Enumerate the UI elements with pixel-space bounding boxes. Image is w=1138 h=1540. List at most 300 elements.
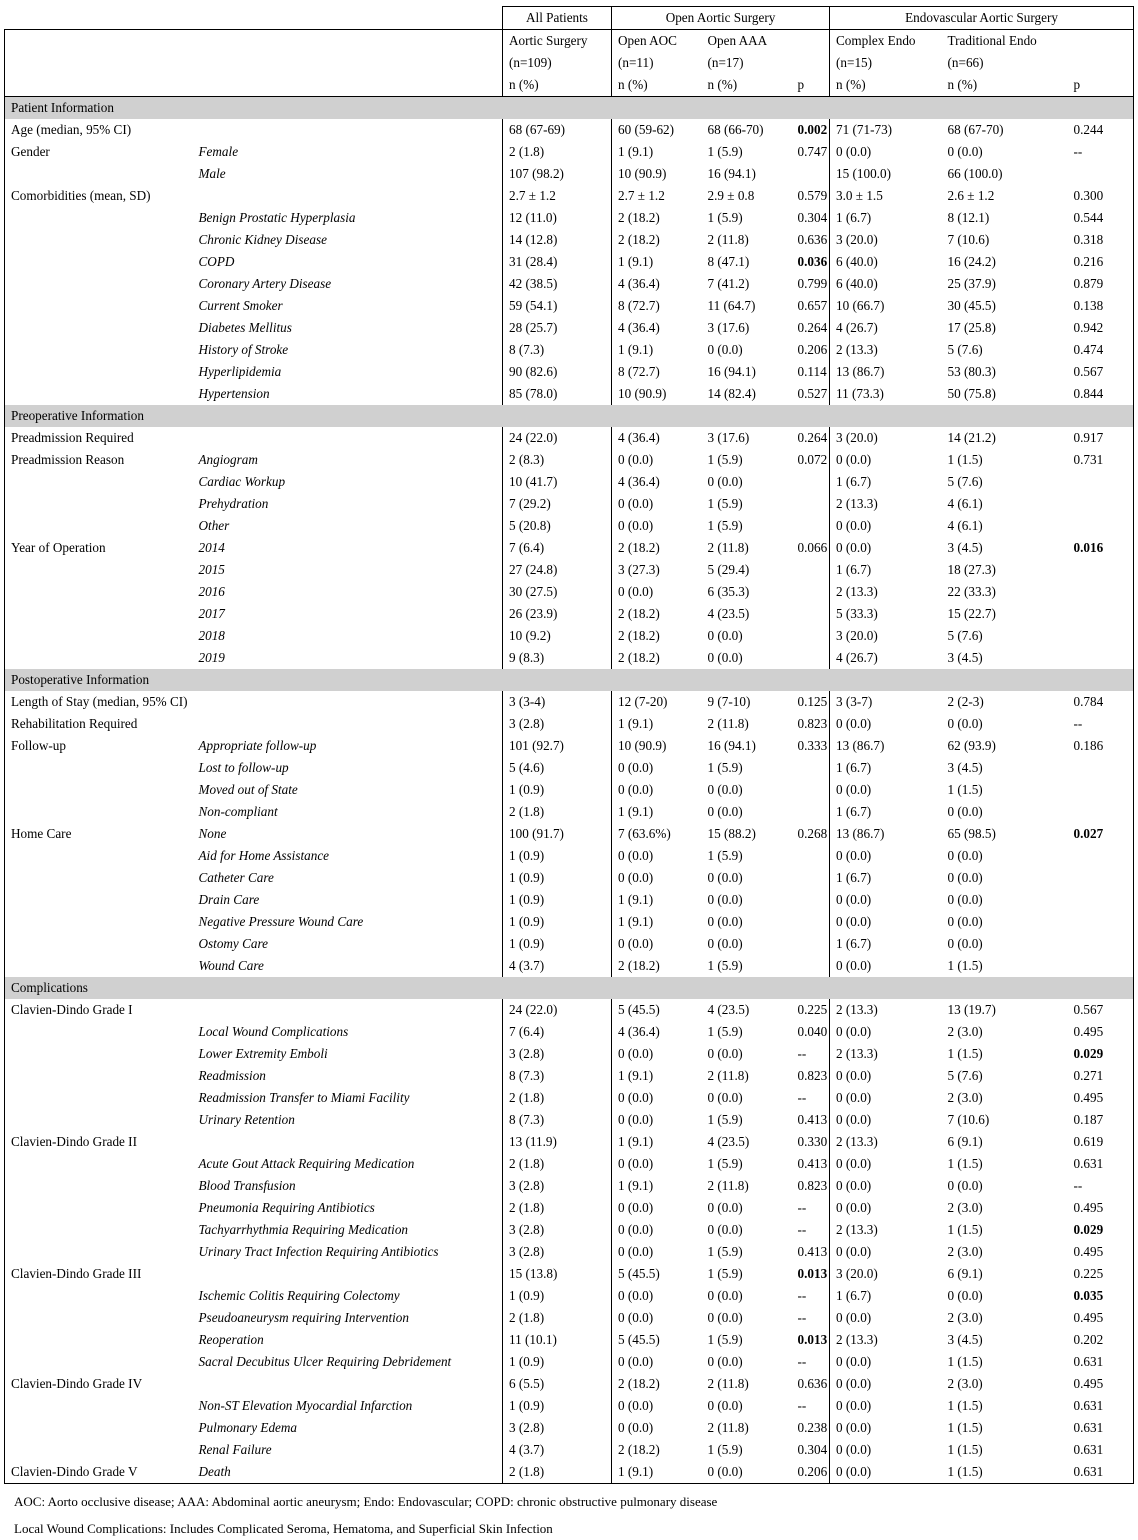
col-n [792, 52, 830, 74]
value-cell: 5 (45.5) [612, 999, 702, 1021]
row-label [5, 471, 193, 493]
value-cell: 0 (0.0) [830, 515, 942, 537]
row-label [5, 1197, 193, 1219]
row-label: Gender [5, 141, 193, 163]
table-row [5, 1373, 1134, 1395]
row-label: Follow-up [5, 735, 193, 757]
p-value-cell: 0.495 [1068, 1197, 1134, 1219]
p-value-cell: -- [797, 1090, 807, 1105]
table-row [5, 295, 1134, 317]
p-value-cell: 0.631 [1068, 1153, 1134, 1175]
row-sublabel: Chronic Kidney Disease [198, 232, 327, 247]
value-cell: 10 (90.9) [612, 163, 702, 185]
row-label [5, 955, 193, 977]
p-value-cell [792, 581, 830, 603]
p-value-cell: 0.268 [797, 826, 828, 841]
col-name: Complex Endo [830, 30, 942, 53]
p-value-cell [1068, 911, 1134, 933]
p-value-cell [792, 889, 830, 911]
value-cell: 10 (90.9) [612, 735, 702, 757]
row-label [5, 1329, 193, 1351]
value-cell: 1 (5.9) [707, 518, 743, 533]
value-cell: 1 (0.9) [503, 933, 612, 955]
table-row [5, 1241, 1134, 1263]
row-label [5, 581, 193, 603]
p-value-cell: 0.917 [1068, 427, 1134, 449]
p-value-cell: 0.036 [797, 254, 828, 269]
table-row [5, 1131, 1134, 1153]
row-sublabel: Cardiac Workup [198, 474, 286, 489]
table-row [5, 757, 1134, 779]
value-cell: 1 (5.9) [707, 1332, 743, 1347]
table-row [5, 735, 1134, 757]
value-cell: 1 (1.5) [947, 1442, 983, 1457]
value-cell: 28 (25.7) [503, 317, 612, 339]
value-cell: 14 (12.8) [503, 229, 612, 251]
value-cell: 0 (0.0) [707, 914, 743, 929]
row-sublabel: Benign Prostatic Hyperplasia [198, 210, 356, 225]
row-label: Age (median, 95% CI) [5, 119, 193, 141]
footnote-abbreviations: AOC: Aorto occlusive disease; AAA: Abdominal aortic aneurysm; Endo: Endovascular; COPD: chronic obstructive pulmonary disease [14, 1494, 718, 1509]
row-sublabel: 2014 [198, 540, 225, 555]
p-value-cell: 0.300 [1068, 185, 1134, 207]
value-cell: 2 (18.2) [612, 647, 702, 669]
value-cell: 0 (0.0) [612, 1109, 702, 1131]
value-cell: 0 (0.0) [612, 581, 702, 603]
value-cell: 0 (0.0) [612, 867, 702, 889]
table-row [5, 1417, 1134, 1439]
value-cell: 0 (0.0) [612, 449, 702, 471]
value-cell: 13 (86.7) [830, 361, 942, 383]
value-cell: 0 (0.0) [707, 782, 743, 797]
value-cell: 1 (1.5) [947, 1156, 983, 1171]
value-cell: 1 (9.1) [612, 1065, 702, 1087]
p-value-cell: 0.413 [797, 1244, 828, 1259]
section-header-row [5, 669, 1134, 691]
value-cell: 1 (5.9) [707, 1024, 743, 1039]
row-sublabel: Moved out of State [198, 782, 298, 797]
value-cell: 1 (9.1) [612, 251, 702, 273]
value-cell: 4 (36.4) [612, 427, 702, 449]
label-header-cell [5, 30, 503, 53]
value-cell: 17 (25.8) [947, 320, 996, 335]
p-value-cell: 0.495 [1068, 1373, 1134, 1395]
value-cell: 3 (27.3) [612, 559, 702, 581]
value-cell: 15 (100.0) [830, 163, 942, 185]
value-cell: 4 (23.5) [707, 606, 750, 621]
table-row [5, 647, 1134, 669]
value-cell: 2 (11.8) [707, 1420, 749, 1435]
value-cell: 15 (13.8) [503, 1263, 612, 1285]
value-cell: 5 (33.3) [830, 603, 942, 625]
p-value-cell [1068, 559, 1134, 581]
row-sublabel: Death [193, 1461, 503, 1484]
value-cell: 4 (23.5) [707, 1134, 750, 1149]
table-row [5, 1175, 1134, 1197]
value-cell: 1 (6.7) [830, 1285, 942, 1307]
value-cell: 1 (0.9) [503, 1395, 612, 1417]
row-sublabel: Urinary Tract Infection Requiring Antibiotics [198, 1244, 439, 1259]
value-cell: 0 (0.0) [830, 1087, 942, 1109]
value-cell: 2 (11.8) [707, 540, 749, 555]
value-cell: 3 (4.5) [947, 1332, 983, 1347]
row-sublabel: Coronary Artery Disease [198, 276, 332, 291]
value-cell: 13 (86.7) [830, 735, 942, 757]
value-cell: 3 (2.8) [503, 1241, 612, 1263]
row-sublabel: COPD [198, 254, 235, 269]
group-header-open: Open Aortic Surgery [612, 7, 830, 30]
p-value-cell [792, 647, 830, 669]
p-value-cell: -- [1068, 713, 1134, 735]
p-value-cell: 0.040 [797, 1024, 828, 1039]
value-cell: 14 (21.2) [947, 430, 996, 445]
row-label [5, 933, 193, 955]
value-cell: 4 (6.1) [947, 518, 983, 533]
p-value-cell: 0.271 [1068, 1065, 1134, 1087]
p-value-cell: 0.206 [792, 1461, 830, 1484]
row-label: Clavien-Dindo Grade I [5, 999, 193, 1021]
value-cell: 1 (0.9) [503, 845, 612, 867]
value-cell: 1 (6.7) [830, 559, 942, 581]
p-value-cell: -- [797, 1310, 807, 1325]
value-cell: 8 (72.7) [612, 295, 702, 317]
p-value-cell: 0.029 [1068, 1219, 1134, 1241]
row-label [5, 1153, 193, 1175]
value-cell: 0 (0.0) [830, 1307, 942, 1329]
row-label [5, 867, 193, 889]
row-sublabel: Pseudoaneurysm requiring Intervention [198, 1310, 409, 1325]
value-cell: 4 (26.7) [830, 647, 942, 669]
value-cell: 7 (63.6%) [612, 823, 702, 845]
row-sublabel: Other [198, 518, 230, 533]
section-title: Preoperative Information [5, 405, 1134, 427]
value-cell: 1 (5.9) [707, 1266, 743, 1281]
value-cell: 1 (0.9) [503, 889, 612, 911]
value-cell: 0 (0.0) [947, 804, 983, 819]
p-value-cell: 0.016 [1068, 537, 1134, 559]
value-cell: 11 (73.3) [830, 383, 942, 405]
blank-header-cell [5, 7, 503, 30]
section-header-row [5, 97, 1134, 120]
p-value-cell: 0.495 [1068, 1307, 1134, 1329]
row-label [5, 251, 193, 273]
p-value-cell: 0.631 [1068, 1439, 1134, 1461]
table-row [5, 1263, 1134, 1285]
value-cell: 16 (94.1) [707, 738, 756, 753]
value-cell: 2 (13.3) [830, 493, 942, 515]
value-cell: 2 (1.8) [503, 1087, 612, 1109]
value-cell: 0 (0.0) [830, 1241, 942, 1263]
value-cell: 24 (22.0) [503, 999, 612, 1021]
p-value-cell [1068, 163, 1134, 185]
value-cell: 0 (0.0) [612, 1043, 702, 1065]
value-cell: 16 (24.2) [947, 254, 996, 269]
value-cell: 68 (66-70) [707, 122, 764, 137]
p-value-cell: 0.202 [1068, 1329, 1134, 1351]
p-value-cell: 0.631 [1068, 1417, 1134, 1439]
p-value-cell [792, 515, 830, 537]
value-cell: 2 (18.2) [612, 1439, 702, 1461]
value-cell: 2 (13.3) [830, 1219, 942, 1241]
value-cell: 1 (5.9) [707, 144, 743, 159]
value-cell: 2 (13.3) [830, 999, 942, 1021]
table-row [5, 163, 1134, 185]
value-cell: 0 (0.0) [947, 1178, 983, 1193]
value-cell: 1 (9.1) [612, 889, 702, 911]
value-cell: 7 (29.2) [503, 493, 612, 515]
p-value-cell [792, 933, 830, 955]
value-cell: 0 (0.0) [707, 628, 743, 643]
row-sublabel: Ischemic Colitis Requiring Colectomy [198, 1288, 400, 1303]
p-value-cell [1068, 647, 1134, 669]
row-sublabel [193, 1131, 503, 1153]
table-row [5, 1109, 1134, 1131]
value-cell: 5 (7.6) [947, 474, 983, 489]
value-cell: 8 (7.3) [503, 339, 612, 361]
value-cell: 8 (7.3) [503, 1065, 612, 1087]
row-label [5, 207, 193, 229]
row-sublabel: Catheter Care [198, 870, 274, 885]
value-cell: 0 (0.0) [612, 845, 702, 867]
value-cell: 13 (11.9) [503, 1131, 612, 1153]
p-value-cell: 0.823 [797, 1178, 828, 1193]
value-cell: 0 (0.0) [707, 1398, 743, 1413]
value-cell: 8 (7.3) [503, 1109, 612, 1131]
p-value-cell: 0.206 [797, 342, 828, 357]
col-name [1068, 30, 1134, 53]
p-value-cell [792, 801, 830, 823]
value-cell: 1 (5.9) [707, 1244, 743, 1259]
table-row [5, 427, 1134, 449]
value-cell: 0 (0.0) [947, 848, 983, 863]
value-cell: 2.9 ± 0.8 [707, 188, 755, 203]
section-header-row [5, 405, 1134, 427]
row-sublabel [193, 691, 503, 713]
row-label [5, 801, 193, 823]
col-name: Open AAA [707, 33, 768, 48]
col-name [792, 30, 830, 53]
value-cell: 4 (6.1) [947, 496, 983, 511]
p-value-cell [1068, 955, 1134, 977]
row-sublabel: History of Stroke [198, 342, 289, 357]
value-cell: 8 (72.7) [612, 361, 702, 383]
p-value-cell: 0.579 [797, 188, 828, 203]
value-cell: 0 (0.0) [947, 716, 983, 731]
p-value-cell: 0.747 [797, 144, 828, 159]
p-value-cell: 0.304 [797, 1442, 828, 1457]
value-cell: 2 (11.8) [707, 1068, 749, 1083]
table-row [5, 1197, 1134, 1219]
value-cell: 1 (9.1) [612, 339, 702, 361]
value-cell: 25 (37.9) [947, 276, 996, 291]
row-sublabel: Aid for Home Assistance [198, 848, 330, 863]
value-cell: 2 (13.3) [830, 1329, 942, 1351]
value-cell: 7 (6.4) [503, 1021, 612, 1043]
value-cell: 1 (1.5) [947, 1046, 983, 1061]
p-value-cell [792, 911, 830, 933]
p-value-cell: 0.072 [797, 452, 828, 467]
p-value-cell: -- [797, 1046, 807, 1061]
table-row [5, 603, 1134, 625]
value-cell: 0 (0.0) [830, 1065, 942, 1087]
value-cell: 0 (0.0) [830, 1197, 942, 1219]
row-label [5, 1417, 193, 1439]
table-row [5, 779, 1134, 801]
value-cell: 3 (3-4) [503, 691, 612, 713]
value-cell: 6 (40.0) [830, 251, 942, 273]
value-cell: 5 (4.6) [503, 757, 612, 779]
table-row [5, 251, 1134, 273]
table-row [5, 999, 1134, 1021]
value-cell: 2 (2-3) [947, 694, 984, 709]
row-label [5, 1219, 193, 1241]
value-cell: 0 (0.0) [830, 1109, 942, 1131]
value-cell: 5 (45.5) [612, 1263, 702, 1285]
table-row [5, 317, 1134, 339]
group-header-row [5, 7, 1134, 30]
value-cell: 0 (0.0) [707, 936, 743, 951]
value-cell: 1 (9.1) [612, 141, 702, 163]
table-row [5, 207, 1134, 229]
value-cell: 5 (7.6) [947, 1068, 983, 1083]
value-cell: 50 (75.8) [947, 386, 996, 401]
p-value-cell: 0.823 [797, 716, 828, 731]
p-value-cell: -- [797, 1288, 807, 1303]
p-value-cell: 0.942 [1068, 317, 1134, 339]
row-sublabel: Ostomy Care [198, 936, 268, 951]
value-cell: 2 (18.2) [612, 1373, 702, 1395]
value-cell: 65 (98.5) [947, 826, 996, 841]
value-cell: 6 (9.1) [947, 1134, 983, 1149]
row-label: Preadmission Required [5, 427, 193, 449]
value-cell: 0 (0.0) [612, 1241, 702, 1263]
group-header-all: All Patients [503, 7, 612, 30]
value-cell: 1 (9.1) [612, 1175, 702, 1197]
section-title: Patient Information [5, 97, 1134, 120]
value-cell: 3 (4.5) [947, 540, 983, 555]
table-row [5, 801, 1134, 823]
row-sublabel: Pneumonia Requiring Antibiotics [198, 1200, 375, 1215]
row-label [5, 559, 193, 581]
value-cell: 68 (67-69) [503, 119, 612, 141]
value-cell: 0 (0.0) [612, 1307, 702, 1329]
row-label [5, 889, 193, 911]
value-cell: 12 (7-20) [612, 691, 702, 713]
table-row [5, 119, 1134, 141]
value-cell: 0 (0.0) [707, 1288, 743, 1303]
value-cell: 2 (11.8) [707, 232, 749, 247]
value-cell: 1 (1.5) [947, 1420, 983, 1435]
p-value-cell [792, 559, 830, 581]
footnote-wound-complications: Local Wound Complications: Includes Complicated Seroma, Hematoma, and Superficial Skin Infection [14, 1521, 553, 1536]
row-sublabel: Female [198, 144, 239, 159]
p-value-cell: -- [797, 1398, 807, 1413]
row-label: Comorbidities (mean, SD) [5, 185, 193, 207]
value-cell: 18 (27.3) [947, 562, 996, 577]
value-cell: 2 (1.8) [503, 141, 612, 163]
p-value-cell: -- [797, 1222, 807, 1237]
value-cell: 2 (8.3) [503, 449, 612, 471]
value-cell: 8 (47.1) [707, 254, 750, 269]
value-cell: 2 (18.2) [612, 207, 702, 229]
col-n: (n=15) [830, 52, 942, 74]
p-value-cell: 0.631 [1068, 1395, 1134, 1417]
value-cell: 0 (0.0) [830, 1417, 942, 1439]
row-label [5, 1241, 193, 1263]
p-value-cell: 0.567 [1068, 361, 1134, 383]
value-cell: 5 (20.8) [503, 515, 612, 537]
value-cell: 7 (41.2) [707, 276, 750, 291]
row-sublabel: Urinary Retention [198, 1112, 295, 1127]
value-cell: 7 (10.6) [947, 1112, 990, 1127]
table-row [5, 339, 1134, 361]
value-cell: 7 (6.4) [503, 537, 612, 559]
p-value-cell: 0.657 [797, 298, 828, 313]
col-unit: n (%) [830, 74, 942, 97]
value-cell: 10 (9.2) [503, 625, 612, 647]
value-cell: 68 (67-70) [947, 122, 1004, 137]
value-cell: 4 (23.5) [707, 1002, 750, 1017]
value-cell: 0 (0.0) [612, 779, 702, 801]
p-value-cell [1068, 845, 1134, 867]
table-row [5, 449, 1134, 471]
value-cell: 2 (1.8) [503, 801, 612, 823]
row-sublabel: Blood Transfusion [198, 1178, 296, 1193]
value-cell: 0 (0.0) [830, 1351, 942, 1373]
value-cell: 0 (0.0) [830, 713, 942, 735]
p-value-cell: 0.636 [797, 232, 828, 247]
p-value-cell [1068, 933, 1134, 955]
value-cell: 2 (18.2) [612, 537, 702, 559]
value-cell: 101 (92.7) [503, 735, 612, 757]
row-label [5, 911, 193, 933]
value-cell: 30 (45.5) [947, 298, 996, 313]
table-row [5, 823, 1134, 845]
value-cell: 0 (0.0) [707, 804, 743, 819]
label-header-cell [5, 52, 503, 74]
value-cell: 0 (0.0) [830, 1153, 942, 1175]
p-value-cell [1068, 801, 1134, 823]
p-value-cell: 0.029 [1068, 1043, 1134, 1065]
table-row [5, 1285, 1134, 1307]
row-sublabel: Non-ST Elevation Myocardial Infarction [198, 1398, 413, 1413]
row-sublabel: Angiogram [198, 452, 258, 467]
row-label: Clavien-Dindo Grade V [5, 1461, 193, 1484]
row-sublabel [193, 1373, 503, 1395]
row-sublabel: Wound Care [198, 958, 264, 973]
value-cell: 0 (0.0) [707, 1354, 743, 1369]
table-row [5, 1395, 1134, 1417]
value-cell: 1 (5.9) [707, 848, 743, 863]
p-value-cell: 0.244 [1068, 119, 1134, 141]
value-cell: 0 (0.0) [830, 911, 942, 933]
p-value-cell: 0.125 [797, 694, 828, 709]
value-cell: 3 (2.8) [503, 1417, 612, 1439]
value-cell: 66 (100.0) [947, 166, 1003, 181]
value-cell: 10 (90.9) [612, 383, 702, 405]
value-cell: 0 (0.0) [947, 892, 983, 907]
value-cell: 15 (22.7) [947, 606, 996, 621]
value-cell: 0 (0.0) [612, 1395, 702, 1417]
value-cell: 1 (6.7) [830, 933, 942, 955]
row-label [5, 1021, 193, 1043]
value-cell: 1 (6.7) [830, 757, 942, 779]
value-cell: 0 (0.0) [707, 474, 743, 489]
row-label [5, 515, 193, 537]
row-label [5, 647, 193, 669]
value-cell: 0 (0.0) [830, 1395, 942, 1417]
table-row [5, 867, 1134, 889]
